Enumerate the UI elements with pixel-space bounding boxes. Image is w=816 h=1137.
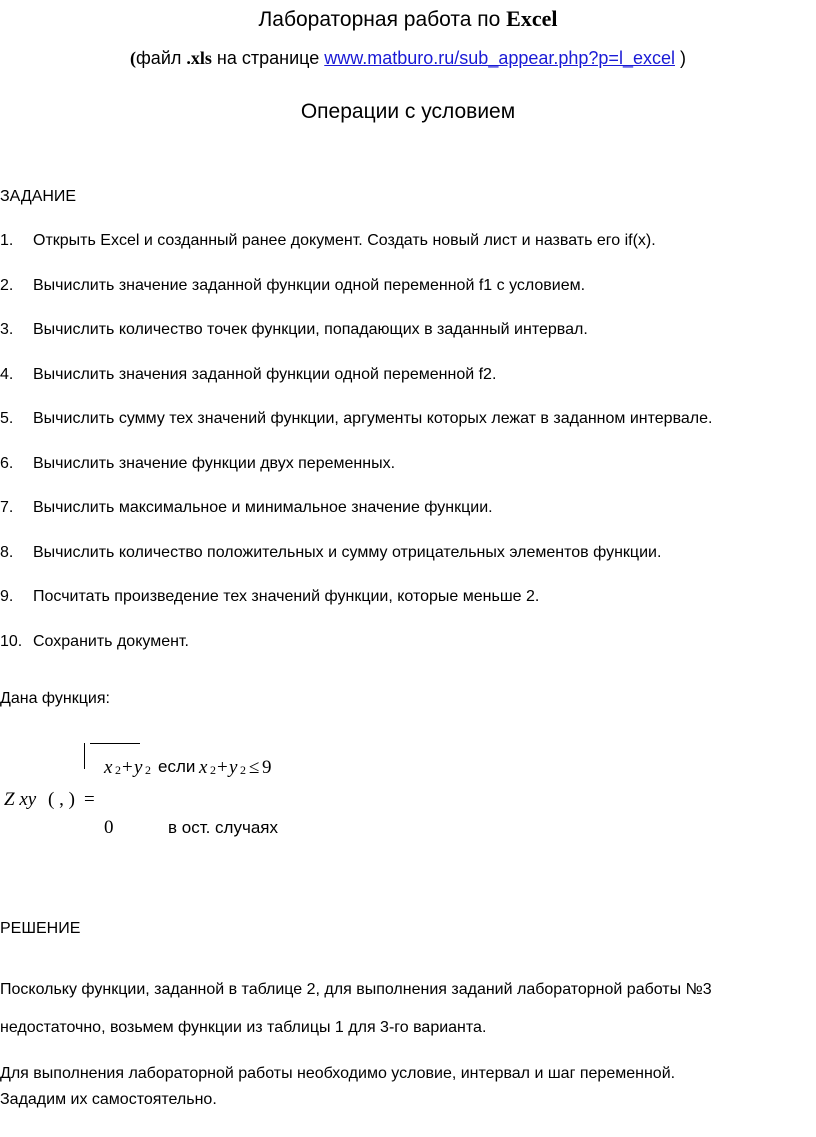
- solution-heading: РЕШЕНИЕ: [0, 920, 81, 937]
- matburo-link[interactable]: www.matburo.ru/sub_appear.php?p=l_excel: [324, 48, 675, 68]
- leq-sign: ≤: [249, 757, 260, 778]
- given-function-label: Дана функция:: [0, 690, 110, 707]
- piecewise-formula: [0, 735, 400, 845]
- section-title: Операции с условием: [300, 100, 516, 123]
- task-number: 7.: [0, 499, 14, 516]
- document-title: [0, 6, 816, 32]
- task-text: Вычислить значение заданной функции одной переменной f1 с условием.: [33, 277, 586, 294]
- lhs-function-name: Z xy: [4, 789, 37, 810]
- value-zero: 0: [104, 817, 114, 838]
- exp-2: 2: [115, 763, 121, 777]
- task-number: 4.: [0, 366, 14, 383]
- paragraph-line: недостаточно, возьмем функции из таблицы 1 для 3-го варианта.: [0, 1019, 487, 1036]
- plus-sign: +: [217, 757, 228, 778]
- exp-2: 2: [240, 763, 246, 777]
- sqrt-overline: [90, 743, 140, 744]
- task-number: 2.: [0, 277, 14, 294]
- task-text: Посчитать произведение тех значений функции, которые меньше 2.: [33, 588, 540, 605]
- task-number: 3.: [0, 321, 14, 338]
- subtitle-open-paren: (: [130, 48, 136, 68]
- brace-bottom-glyph: [62, 819, 87, 837]
- paragraph-line: Зададим их самостоятельно.: [0, 1091, 217, 1108]
- var-y: y: [229, 757, 238, 778]
- task-text: Вычислить количество положительных и сумму отрицательных элементов функции.: [33, 544, 662, 561]
- task-text: Вычислить значения заданной функции одной переменной f2.: [33, 366, 497, 383]
- exp-2: 2: [145, 763, 151, 777]
- subtitle-file-word: файл: [136, 48, 187, 68]
- task-text: Вычислить количество точек функции, попадающих в заданный интервал.: [33, 321, 588, 338]
- var-y: y: [134, 757, 143, 778]
- task-number: 10.: [0, 633, 23, 650]
- brace-mid-glyph: [97, 789, 109, 807]
- paragraph-line: Поскольку функции, заданной в таблице 2, для выполнения заданий лабораторной работы №3: [0, 981, 712, 998]
- lhs-arguments: ( , ): [48, 789, 75, 810]
- title-bold-excel: Excel: [506, 6, 558, 31]
- plus-sign: +: [122, 757, 133, 778]
- task-heading: ЗАДАНИЕ: [0, 188, 77, 205]
- var-x: x: [104, 757, 113, 778]
- document-subtitle: [0, 48, 816, 69]
- task-text: Открыть Excel и созданный ранее документ. Создать новый лист и назвать его if(x).: [33, 232, 656, 249]
- value-nine: 9: [262, 757, 272, 778]
- task-number: 9.: [0, 588, 14, 605]
- task-text: Вычислить сумму тех значений функции, аргументы которых лежат в заданном интервале.: [33, 410, 713, 427]
- task-text: Вычислить значение функции двух переменных.: [33, 455, 396, 472]
- brace-top-glyph: [62, 755, 74, 773]
- equals-sign: =: [84, 789, 95, 810]
- condition-word: если: [158, 757, 196, 776]
- task-number: 6.: [0, 455, 14, 472]
- subtitle-middle: на странице: [211, 48, 325, 68]
- sqrt-glyph: [76, 755, 88, 773]
- task-text: Вычислить максимальное и минимальное значение функции.: [33, 499, 493, 516]
- task-number: 1.: [0, 232, 14, 249]
- var-x: x: [199, 757, 208, 778]
- title-prefix: Лабораторная работа по: [258, 8, 507, 31]
- task-number: 5.: [0, 410, 14, 427]
- subtitle-extension: .xls: [186, 48, 212, 68]
- paragraph-line: Для выполнения лабораторной работы необходимо условие, интервал и шаг переменной.: [0, 1065, 676, 1082]
- task-number: 8.: [0, 544, 14, 561]
- exp-2: 2: [210, 763, 216, 777]
- task-text: Сохранить документ.: [33, 633, 189, 650]
- otherwise-text: в ост. случаях: [168, 818, 278, 837]
- subtitle-close-paren: ): [674, 48, 686, 68]
